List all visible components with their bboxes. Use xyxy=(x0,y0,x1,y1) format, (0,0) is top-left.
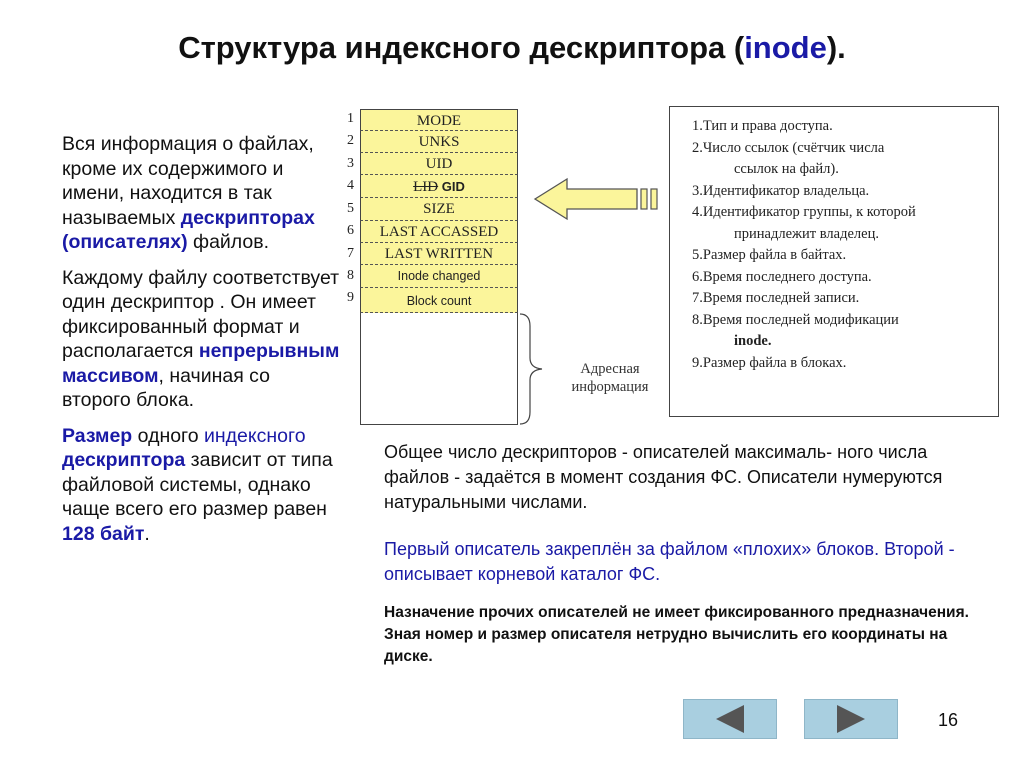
paragraph-3: Размер одного индексного дескриптора зависит от типа файловой системы, однако чаще всего его размер равен 128 байт. xyxy=(62,424,333,545)
triangle-left-icon xyxy=(684,700,776,738)
field-item: 3.Идентификатор владельца. xyxy=(692,182,870,199)
left-column-text xyxy=(62,132,342,557)
other-descriptors-text: Назначение прочих описателей не имеет фиксированного предназначения. Зная номер и размер описателя нетрудно вычислить его координаты на диске. xyxy=(384,604,969,665)
next-slide-button[interactable] xyxy=(804,699,898,739)
inode-row-uid: UID xyxy=(360,153,518,175)
row-number: 7 xyxy=(347,246,354,261)
row-number: 6 xyxy=(347,223,354,238)
field-item: ссылок на файл). xyxy=(734,161,839,177)
field-item: 5.Размер файла в байтах. xyxy=(692,247,847,263)
inode-row-last-written: LAST WRITTEN xyxy=(360,243,518,265)
first-descriptor-text: Первый описатель закреплён за файлом «плохих» блоков. Второй - описывает корневой каталог ФС. xyxy=(384,539,955,584)
slide-title xyxy=(0,30,1024,66)
paragraph-1: Вся информация о файлах, кроме их содержимого и имени, находится в так называемых дескрипторах (описателях) файлов. xyxy=(62,133,315,253)
row-number: 1 xyxy=(347,111,354,126)
title-text: Структура индексного дескриптора ( xyxy=(178,30,745,65)
inode-row-last-accassed: LAST ACCASSED xyxy=(360,221,518,243)
page-number: 16 xyxy=(938,710,959,730)
row-number: 5 xyxy=(347,201,354,216)
inode-row-mode: MODE xyxy=(360,109,518,131)
field-item: 8.Время последней модификации xyxy=(692,311,899,328)
inode-row-size: SIZE xyxy=(360,198,518,221)
left-arrow-icon xyxy=(533,177,663,221)
inode-row-gid: LID GID xyxy=(360,175,518,198)
title-accent: inode xyxy=(744,30,827,65)
triangle-right-icon xyxy=(805,700,897,738)
descriptor-count-text: Общее число дескрипторов - описателей максималь- ного числа файлов - задаётся в момент создания ФС. Описатели нумеруются натуральными числами. xyxy=(384,442,943,512)
field-item: 2.Число ссылок (счётчик числа xyxy=(692,139,885,156)
descriptor-fields-list xyxy=(692,116,992,374)
row-number: 2 xyxy=(347,133,354,148)
brace-icon xyxy=(516,312,556,426)
inode-row-unks: UNKS xyxy=(360,131,518,153)
field-item: 6.Время последнего доступа. xyxy=(692,268,872,285)
title-suffix: ). xyxy=(826,30,846,65)
prev-slide-button[interactable] xyxy=(683,699,777,739)
row-number: 4 xyxy=(347,178,354,193)
field-item: 7.Время последней записи. xyxy=(692,290,860,306)
inode-row-inode-changed: Inode changed xyxy=(360,265,518,288)
paragraph-2: Каждому файлу соответствует один дескриптор . Он имеет фиксированный формат и располагается непрерывным массивом, начиная со второго блока. xyxy=(62,266,340,411)
field-item: 4.Идентификатор группы, к которой xyxy=(692,204,916,220)
field-item: 9.Размер файла в блоках. xyxy=(692,354,847,371)
field-item: принадлежит владелец. xyxy=(734,225,879,242)
field-item: inode. xyxy=(734,333,772,349)
inode-row-block-count: Block count xyxy=(360,288,518,313)
address-info-block xyxy=(360,313,518,425)
row-number: 3 xyxy=(347,156,354,171)
row-number: 8 xyxy=(347,268,354,283)
address-info-label: Адресная информация xyxy=(571,361,649,395)
row-number: 9 xyxy=(347,290,354,305)
field-item: 1.Тип и права доступа. xyxy=(692,118,833,134)
